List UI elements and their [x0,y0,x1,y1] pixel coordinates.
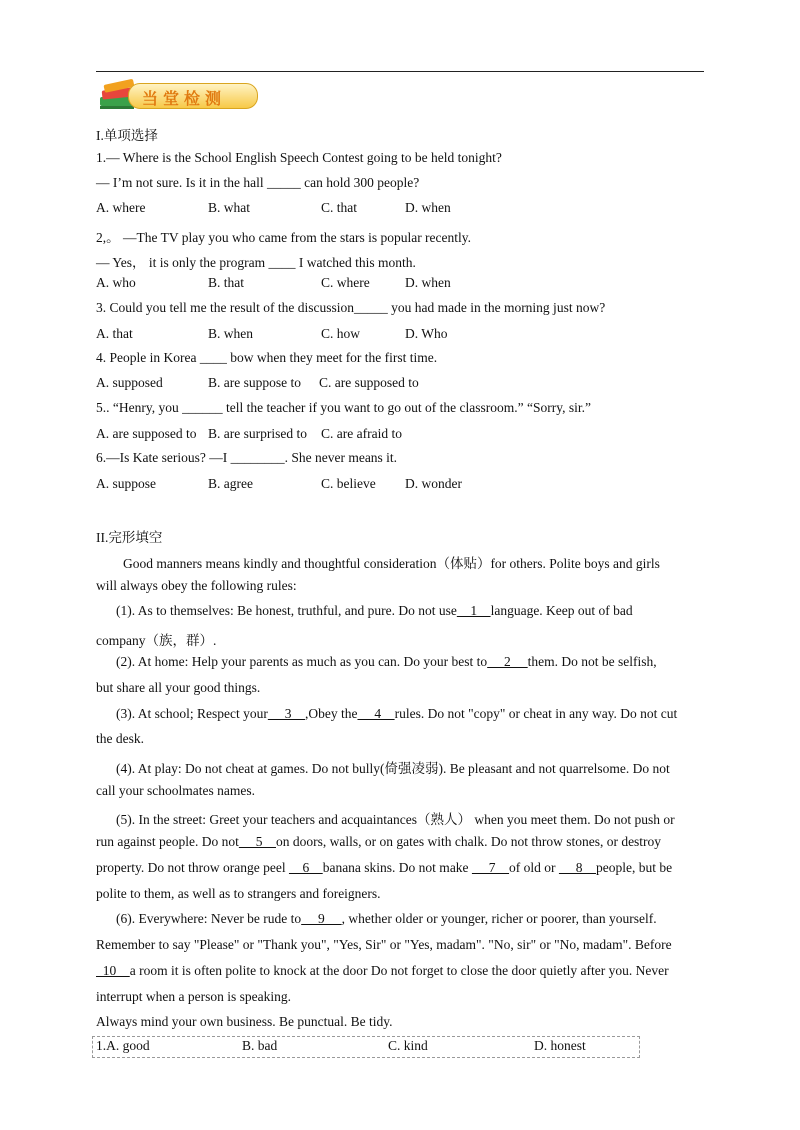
q6-stem: 6.—Is Kate serious? —I ________. She never means it. [96,450,398,465]
blank-3: 3 [267,706,305,721]
blank-5: 5 [238,834,276,849]
q1-reply: — I’m not sure. Is it in the hall _____ can hold 300 people? [96,175,420,190]
q1-option-a: A. where [96,200,146,215]
blank-4: 4 [357,706,395,721]
q1-stem: 1.— Where is the School English Speech Contest going to be held tonight? [96,150,502,165]
q1-option-d: D. when [405,200,451,215]
q6-option-a: A. suppose [96,476,156,491]
rule4-line2: call your schoolmates names. [96,783,255,798]
q5-option-a: A. are supposed to [96,426,197,441]
rule6-line4: interrupt when a person is speaking. [96,989,291,1004]
q1-option-b: B. what [208,200,250,215]
blank-2: 2 [487,654,528,669]
rule5-line4: polite to them, as well as to strangers and foreigners. [96,886,381,901]
rule6-line1: (6). Everywhere: Never be rude to 9 , whether older or younger, richer or poorer, than yourself. [116,911,657,926]
answer-option-d: D. honest [534,1038,586,1053]
q3-option-a: A. that [96,326,133,341]
q6-option-d: D. wonder [405,476,462,491]
q3-option-d: D. Who [405,326,448,341]
q2-reply: — Yes， it is only the program ____ I watched this month. [96,255,416,270]
section2-title: II.完形填空 [96,530,163,545]
section1-title: I.单项选择 [96,128,158,143]
rule4-line1: (4). At play: Do not cheat at games. Do not bully(倚强凌弱). Be pleasant and not quarrelsome. Do not [116,761,670,776]
blank-7: 7 [471,860,510,875]
rule3-line2: the desk. [96,731,144,746]
rule3-line1: (3). At school; Respect your 3 ,Obey the 4 rules. Do not "copy" or cheat in any way. Do not cut [116,706,678,721]
q2-stem: 2,。 —The TV play you who came from the stars is popular recently. [96,230,472,245]
rule5-line3: property. Do not throw orange peel 6 banana skins. Do not make 7 of old or 8 people, but be [96,860,673,875]
q3-stem: 3. Could you tell me the result of the discussion_____ you had made in the morning just now? [96,300,606,315]
banner-title: 当堂检测 [142,89,227,108]
blank-9: 9 [301,911,342,926]
q6-option-c: C. believe [321,476,376,491]
rule6-line2: Remember to say "Please" or "Thank you", "Yes, Sir" or "Yes, madam". "No, sir" or "No, madam". Before [96,937,672,952]
blank-8: 8 [558,860,597,875]
rule5-line1: (5). In the street: Greet your teachers and acquaintances（熟人） when you meet them. Do not push or [116,812,675,827]
rule2-line2: but share all your good things. [96,680,261,695]
q2-option-b: B. that [208,275,244,290]
q4-option-b: B. are suppose to [208,375,301,390]
q2-option-d: D. when [405,275,451,290]
q4-option-c: C. are supposed to [319,375,419,390]
q5-stem: 5.. “Henry, you ______ tell the teacher if you want to go out of the classroom.” “Sorry, sir.” [96,400,591,415]
blank-10: 10 [96,963,130,978]
q4-stem: 4. People in Korea ____ bow when they meet for the first time. [96,350,438,365]
q3-option-b: B. when [208,326,253,341]
passage-intro-line1: Good manners means kindly and thoughtful consideration（体贴）for others. Polite boys and girls [123,556,660,571]
q2-option-a: A. who [96,275,136,290]
q5-option-b: B. are surprised to [208,426,307,441]
closing-line: Always mind your own business. Be punctual. Be tidy. [96,1014,393,1029]
rule6-line3: 10 a room it is often polite to knock at the door Do not forget to close the door quietly after you. Never [96,963,669,978]
q4-option-a: A. supposed [96,375,163,390]
top-rule [96,71,704,72]
q5-option-c: C. are afraid to [321,426,402,441]
rule2-line1: (2). At home: Help your parents as much as you can. Do your best to 2 them. Do not be selfish, [116,654,657,669]
rule1-line2: company（族，群）. [96,633,217,648]
passage-intro-line2: will always obey the following rules: [96,578,297,593]
answer-option-b: B. bad [242,1038,278,1053]
answer-option-a: 1.A. good [96,1038,150,1053]
answer-option-c: C. kind [388,1038,428,1053]
q3-option-c: C. how [321,326,361,341]
blank-1: 1 [456,603,491,618]
rule1-line1: (1). As to themselves: Be honest, truthful, and pure. Do not use 1 language. Keep out of bad [116,603,633,618]
section-banner [96,77,260,113]
rule5-line2: run against people. Do not 5 on doors, walls, or on gates with chalk. Do not throw stones, or destroy [96,834,662,849]
blank-6: 6 [288,860,323,875]
q2-option-c: C. where [321,275,370,290]
q6-option-b: B. agree [208,476,253,491]
q1-option-c: C. that [321,200,357,215]
